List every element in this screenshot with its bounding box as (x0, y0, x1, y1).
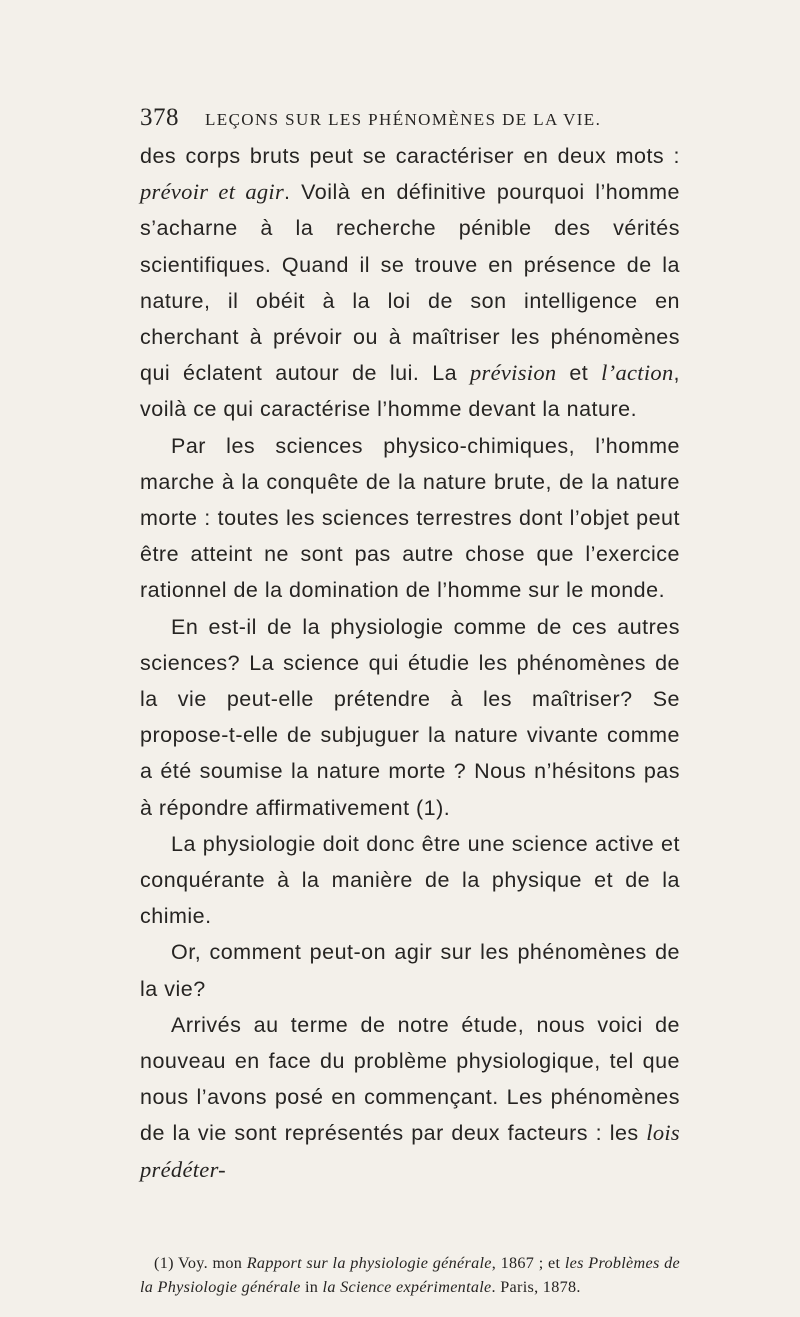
italic-segment: la Science expérimentale (322, 1278, 492, 1296)
italic-segment: les Problèmes de la Physiologie générale (140, 1254, 681, 1296)
page-number: 378 (140, 104, 179, 131)
text-segment: (1) Voy. mon (154, 1254, 247, 1272)
italic-segment: Rapport sur la physiologie générale (246, 1254, 492, 1272)
text-segment: . Paris, 1878. (491, 1278, 581, 1296)
text-segment: Arrivés au terme de notre étude, nous voici de nouveau en face du problème physiologique, tel que nous l’avons posé en commençant. Les phénomènes de la vie sont représentés par deux facteurs : les (140, 1012, 680, 1146)
page-header (140, 104, 700, 136)
body-text (140, 138, 680, 1188)
paragraph (140, 609, 680, 826)
italic-segment: prévoir et agir (140, 179, 285, 205)
paragraph (140, 1007, 680, 1188)
text-segment: et (556, 361, 602, 386)
text-segment: in (300, 1278, 323, 1296)
text-segment: des corps bruts peut se caractériser en deux mots : (140, 144, 680, 168)
text-segment: , 1867 ; et (491, 1254, 565, 1272)
italic-segment: lois prédéter- (140, 1120, 680, 1182)
text-segment: La physiologie doit donc être une science active et conquérante à la manière de la physique et de la chimie. (140, 831, 680, 929)
text-segment: Par les sciences physico-chimiques, l’homme marche à la conquête de la nature brute, de la nature morte : toutes les sciences terrestres dont l’objet peut être atteint ne sont pas autre chose que l’exercice rationnel de la domination de l’homme sur le monde. (140, 433, 680, 603)
italic-segment: prévision (470, 360, 557, 386)
text-segment: , voilà ce qui caractérise l’homme devant la nature. (140, 361, 680, 422)
paragraph (140, 934, 680, 1006)
footnote (140, 1251, 680, 1299)
paragraph (140, 428, 680, 609)
paragraph (140, 826, 680, 935)
paragraph (140, 138, 680, 428)
running-title: LEÇONS SUR LES PHÉNOMÈNES DE LA VIE. (205, 110, 602, 129)
text-segment: En est-il de la physiologie comme de ces autres sciences? La science qui étudie les phénomènes de la vie peut-elle prétendre à les maîtriser? Se propose-t-elle de subjuguer la nature vivante comme a été soumise la nature morte ? Nous n’hésitons pas à répondre affirmativement (1). (140, 614, 680, 820)
italic-segment: l’action (601, 360, 674, 386)
text-segment: Or, comment peut-on agir sur les phénomènes de la vie? (140, 940, 680, 1001)
text-segment: . Voilà en définitive pourquoi l’homme s’acharne à la recherche pénible des vérités scientifiques. Quand il se trouve en présence de la nature, il obéit à la loi de son intelligence en cherchant à prévoir ou à maîtriser les phénomènes qui éclatent autour de lui. La (140, 180, 680, 386)
